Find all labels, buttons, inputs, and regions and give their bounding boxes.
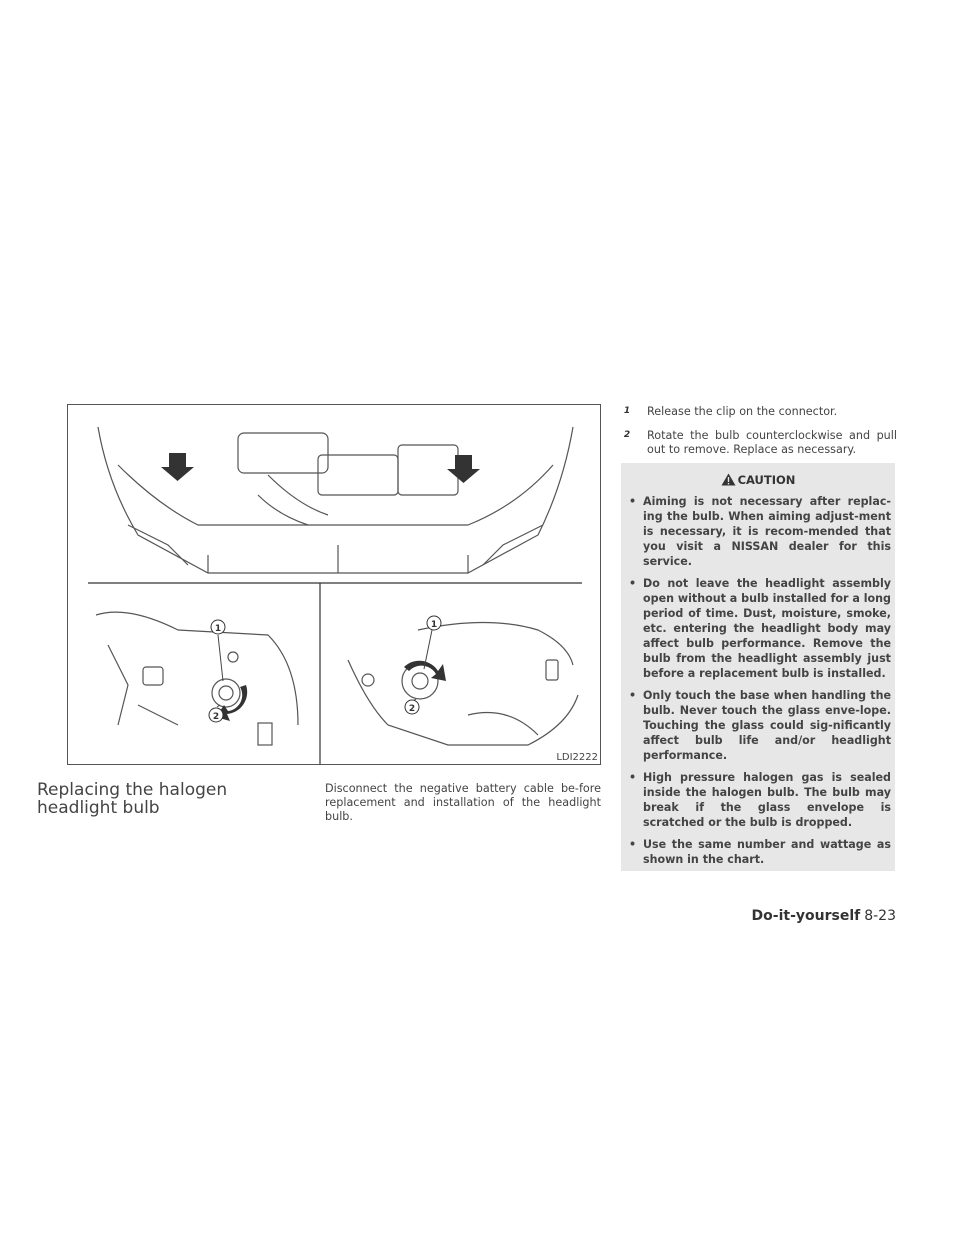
page-footer	[752, 908, 896, 924]
callout-leader	[218, 635, 223, 681]
callout-1: 1	[430, 620, 438, 630]
step-number: 2	[623, 430, 631, 440]
step-number: 1	[623, 406, 631, 416]
caution-heading	[621, 473, 895, 487]
right-headlight-housing	[483, 525, 543, 565]
caution-item-text: Aiming is not necessary after replac-ing the bulb. When aiming adjust-ment is necessary, it is recom-mended that you visit a NISSAN dealer for this service.	[643, 495, 891, 568]
step-text: Rotate the bulb counterclockwise and pull out to remove. Replace as necessary.	[647, 429, 897, 456]
adjuster-screw	[228, 652, 238, 662]
headlight-rear-outline	[418, 623, 573, 666]
bullet: •	[629, 771, 637, 784]
adjuster-screw	[362, 674, 374, 686]
bullet: •	[629, 838, 637, 851]
bullet: •	[629, 495, 637, 508]
warning-triangle-icon	[721, 473, 736, 486]
page-number: 8-23	[864, 908, 896, 924]
headlight-lower-body	[108, 645, 178, 725]
step-text: Release the clip on the connector.	[647, 405, 838, 418]
engine-bay-outline	[98, 427, 573, 573]
caution-item	[621, 494, 895, 569]
caution-item	[621, 770, 895, 830]
arrow-down-icon	[161, 453, 194, 481]
caution-item	[621, 837, 895, 867]
headlight-lower-body	[348, 660, 578, 745]
caution-item-text: High pressure halogen gas is sealed inside the halogen bulb. The bulb may break if the glass envelope is scratched or the bulb is dropped.	[643, 771, 891, 829]
caution-list	[621, 494, 895, 874]
arrow-down-icon	[447, 455, 480, 483]
caution-item-text: Only touch the base when handling the bulb. Never touch the glass enve-lope. Touching the glass could sig-nificantly affect bulb life and/or headlight performance.	[643, 689, 891, 762]
intro-text: Disconnect the negative battery cable be-fore replacement and installation of the headlight bulb.	[325, 782, 601, 823]
mount-tab	[258, 723, 272, 745]
headlight-bulb-illustration	[67, 404, 601, 765]
callout-2: 2	[212, 712, 220, 722]
figure-id: LDI2222	[556, 752, 598, 763]
step-1	[621, 405, 897, 419]
bullet: •	[629, 577, 637, 590]
caution-item-text: Use the same number and wattage as shown in the chart.	[643, 838, 891, 866]
caution-label: CAUTION	[737, 473, 796, 487]
left-headlight-housing	[128, 525, 188, 565]
engine-cover	[238, 433, 328, 473]
section-title: Replacing the halogen headlight bulb	[37, 780, 228, 818]
bullet: •	[629, 689, 637, 702]
connector-plug	[546, 660, 558, 680]
bulb-socket	[212, 679, 240, 707]
callout-1: 1	[214, 624, 222, 634]
caution-item-text: Do not leave the headlight assembly open without a bulb installed for a long period of time. Dust, moisture, smoke, etc. entering the headlight body may affect bulb performance. Remove the bulb from the headlight assembly just before a replacement bulb is installed.	[643, 577, 891, 680]
caution-item	[621, 576, 895, 681]
footer-section: Do-it-yourself	[751, 908, 861, 924]
connector-plug	[143, 667, 163, 685]
headlight-back-outline	[96, 612, 298, 725]
fuse-box	[318, 455, 398, 495]
right-detail-drawing	[348, 623, 578, 746]
wiring-harness	[468, 713, 538, 736]
caution-box	[621, 463, 895, 871]
bulb-base	[219, 686, 233, 700]
caution-item	[621, 688, 895, 763]
left-detail-drawing	[96, 612, 298, 745]
illustration-drawing	[68, 405, 601, 765]
callout-2: 2	[408, 704, 416, 714]
bulb-base	[412, 673, 428, 689]
front-panel-braces	[208, 545, 468, 573]
step-2	[621, 429, 897, 457]
